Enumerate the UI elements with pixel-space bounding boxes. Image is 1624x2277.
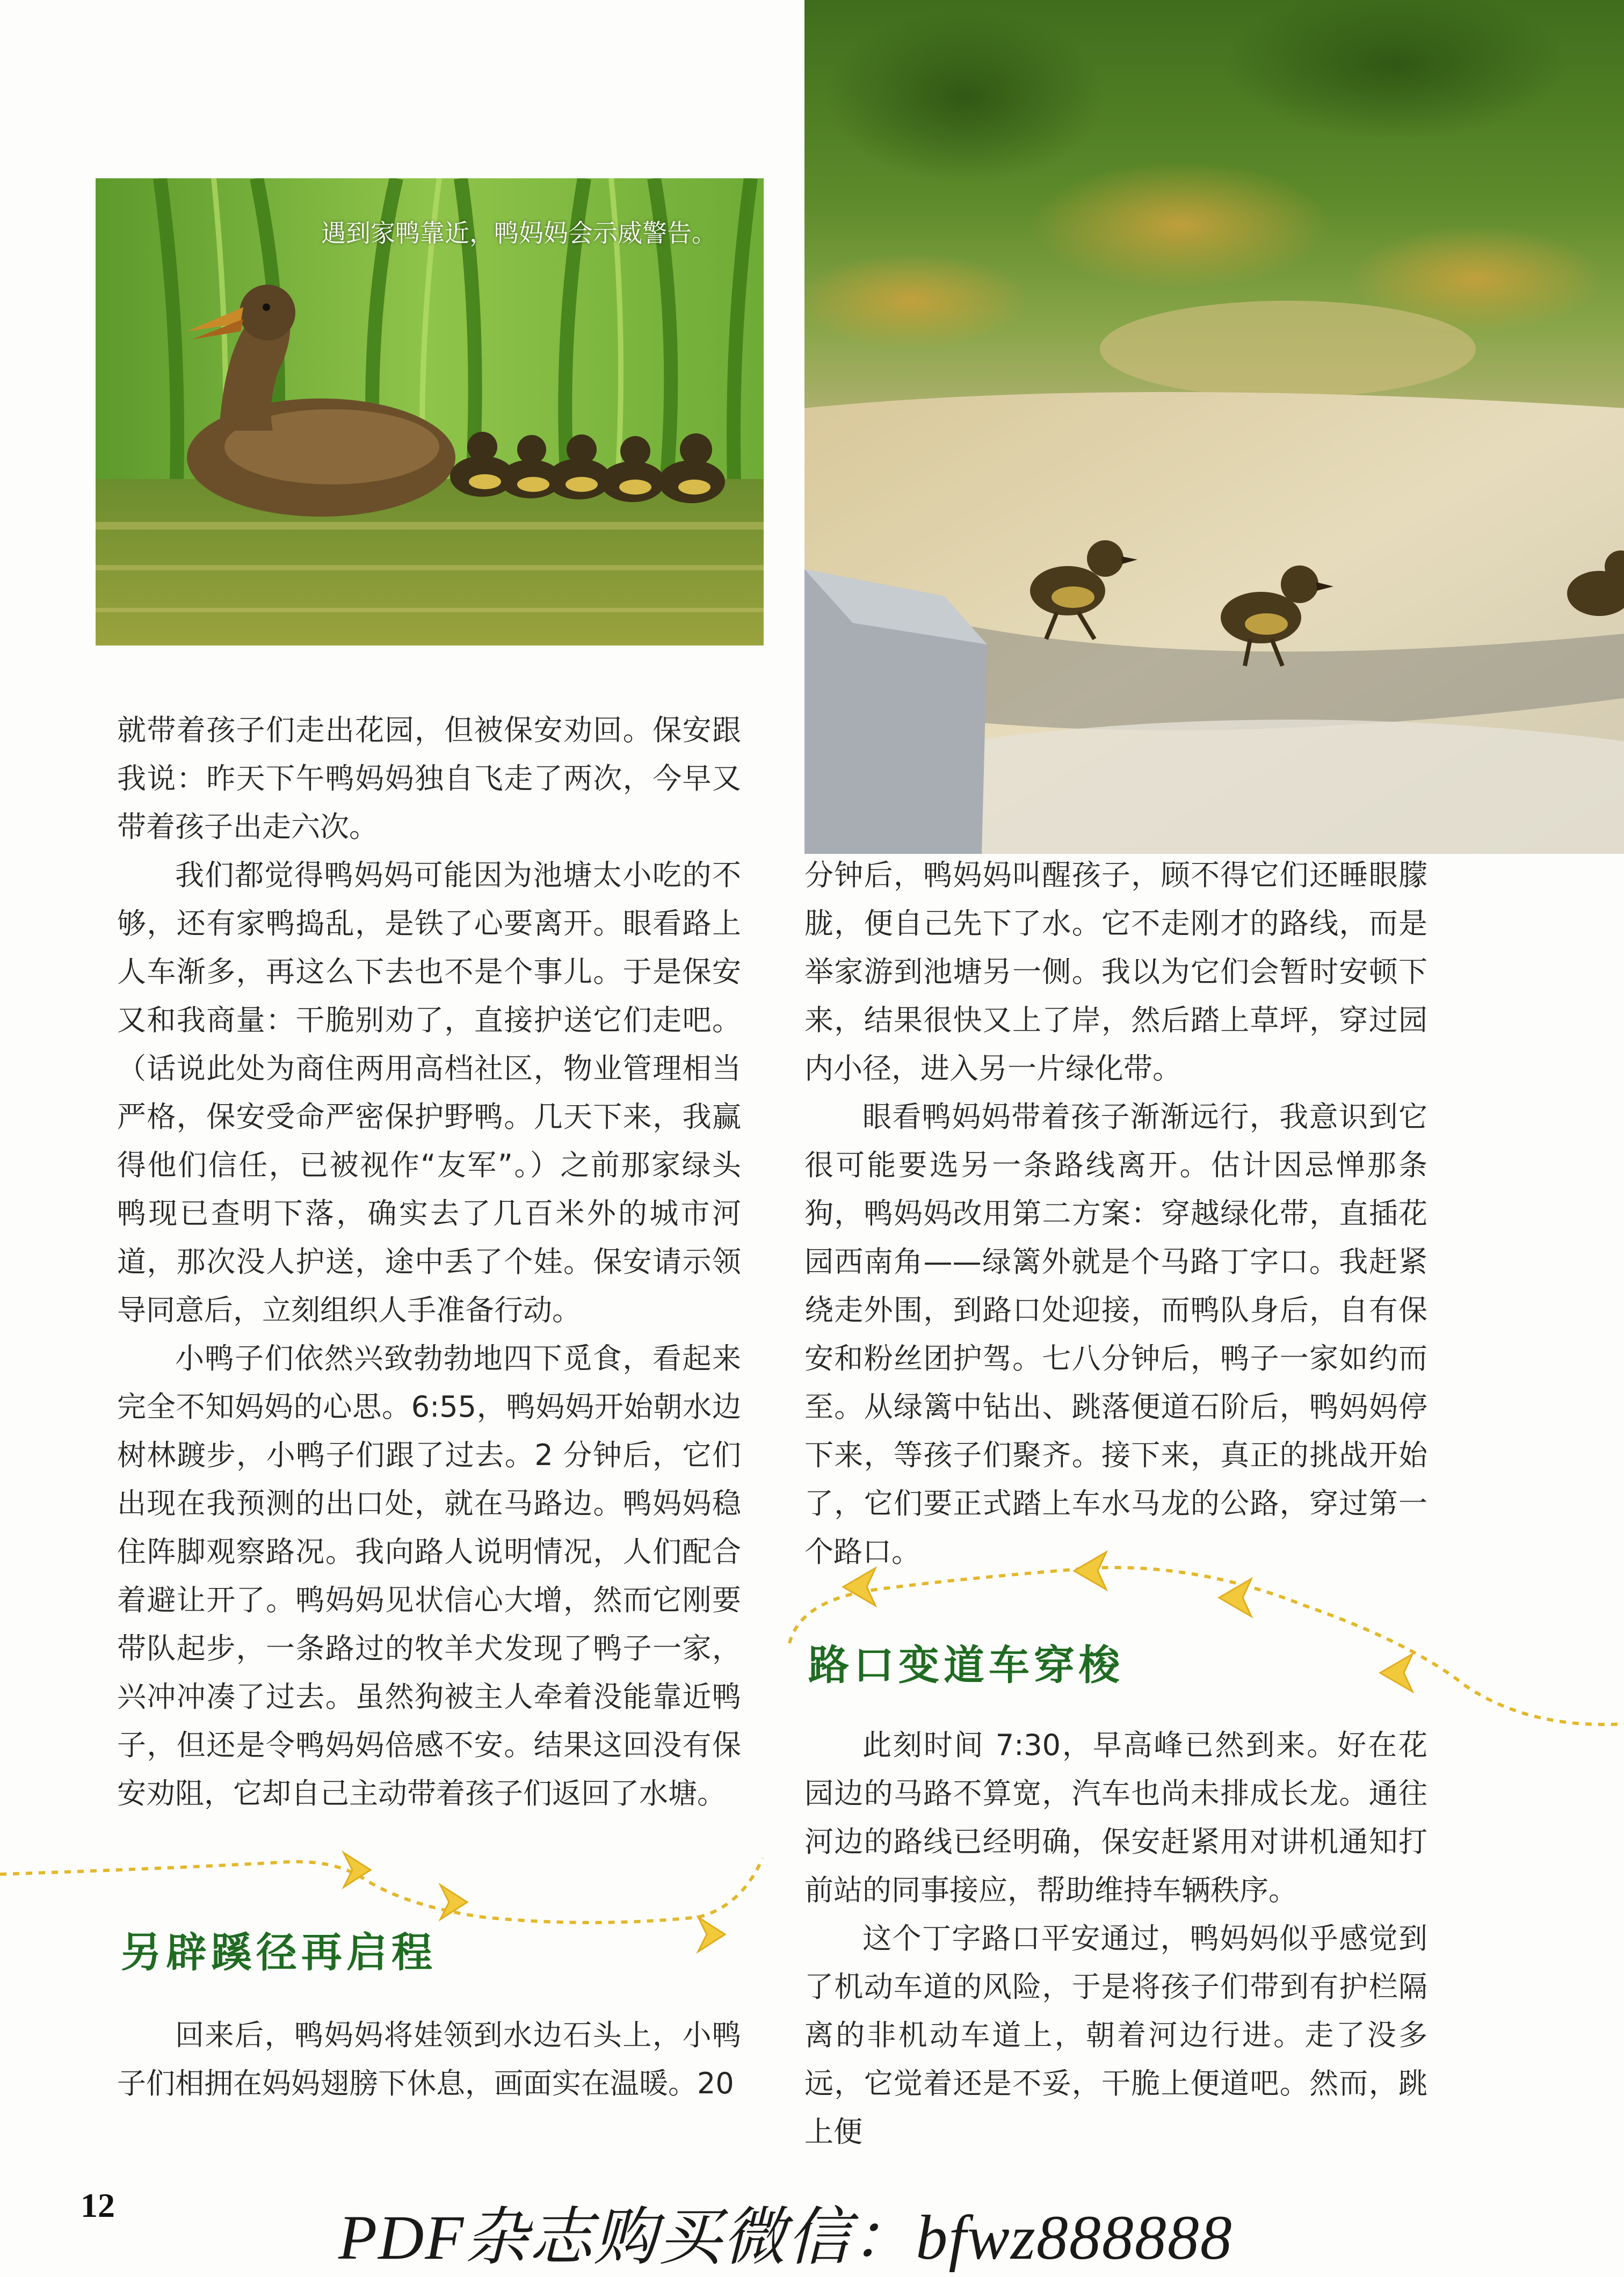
photo-mother-duck <box>96 178 764 646</box>
left-paragraph-3: 小鸭子们依然兴致勃勃地四下觅食，看起来完全不知妈妈的心思。6:55，鸭妈妈开始朝水边树林踱步，小鸭子们跟了过去。2 分钟后，它们出现在我预测的出口处，就在马路边。鸭妈妈稳住阵脚观察路况。我向路人说明情况，人们配合着避让开了。鸭妈妈见状信心大增，然而它刚要带队起步，一条路过的牧羊犬发现了鸭子一家，兴冲冲凑了过去。虽然狗被主人牵着没能靠近鸭子，但还是令鸭妈妈倍感不安。结果这回没有保安劝阻，它却自己主动带着孩子们返回了水塘。 <box>117 1341 741 1810</box>
right-paragraph-1: 分钟后，鸭妈妈叫醒孩子，顾不得它们还睡眼朦胧，便自己先下了水。它不走刚才的路线，而是举家游到池塘另一侧。我以为它们会暂时安顿下来，结果很快又上了岸，然后踏上草坪，穿过园内小径，进入另一片绿化带。 <box>804 858 1427 1085</box>
watermark-text: PDF杂志购买微信：bfwz888888 <box>338 2202 1233 2273</box>
heading-left: 另辟蹊径再启程 <box>121 1928 437 1976</box>
left-paragraph-2: 我们都觉得鸭妈妈可能因为池塘太小吃的不够，还有家鸭捣乱，是铁了心要离开。眼看路上人车渐多，再这么下去也不是个事儿。于是保安又和我商量：干脆别劝了，直接护送它们走吧。（话说此处为商住两用高档社区，物业管理相当严格，保安受命严密保护野鸭。几天下来，我赢得他们信任，已被视作“友军”。）之前那家绿头鸭现已查明下落，确实去了几百米外的城市河道，那次没人护送，途中丢了个娃。保安请示领导同意后，立刻组织人手准备行动。 <box>117 858 741 1327</box>
page-number: 12 <box>81 2186 115 2224</box>
right-column-bottom <box>804 1721 1427 2156</box>
photo-caption: 遇到家鸭靠近，鸭妈妈会示威警告。 <box>321 219 716 248</box>
photo-ducklings-crossing <box>804 0 1624 854</box>
right-column <box>804 851 1427 1576</box>
left-paragraph-4: 回来后，鸭妈妈将娃领到水边石头上，小鸭子们相拥在妈妈翅膀下休息，画面实在温暖。20 <box>117 2018 741 2100</box>
right-paragraph-3: 此刻时间 7:30，早高峰已然到来。好在花园边的马路不算宽，汽车也尚未排成长龙。通往河边的路线已经明确，保安赶紧用对讲机通知打前站的同事接应，帮助维持车辆秩序。 <box>804 1728 1427 1907</box>
left-column-bottom <box>117 2011 741 2108</box>
photo-ducklings-crossing-art <box>804 0 1624 854</box>
left-paragraph-1: 就带着孩子们走出花园，但被保安劝回。保安跟我说：昨天下午鸭妈妈独自飞走了两次，今早又带着孩子出走六次。 <box>117 713 741 844</box>
right-paragraph-4: 这个丁字路口平安通过，鸭妈妈似乎感觉到了机动车道的风险，于是将孩子们带到有护栏隔离的非机动车道上，朝着河边行进。走了没多远，它觉着还是不妥，干脆上便道吧。然而，跳上便 <box>804 1921 1427 2149</box>
heading-right: 路口变道车穿梭 <box>808 1641 1124 1689</box>
left-column <box>117 706 741 1818</box>
right-paragraph-2: 眼看鸭妈妈带着孩子渐渐远行，我意识到它很可能要选另一条路线离开。估计因忌惮那条狗，鸭妈妈改用第二方案：穿越绿化带，直插花园西南角——绿篱外就是个马路丁字口。我赶紧绕走外围，到路口处迎接，而鸭队身后，自有保安和粉丝团护驾。七八分钟后，鸭子一家如约而至。从绿篱中钻出、跳落便道石阶后，鸭妈妈停下来，等孩子们聚齐。接下来，真正的挑战开始了，它们要正式踏上车水马龙的公路，穿过第一个路口。 <box>804 1100 1427 1569</box>
